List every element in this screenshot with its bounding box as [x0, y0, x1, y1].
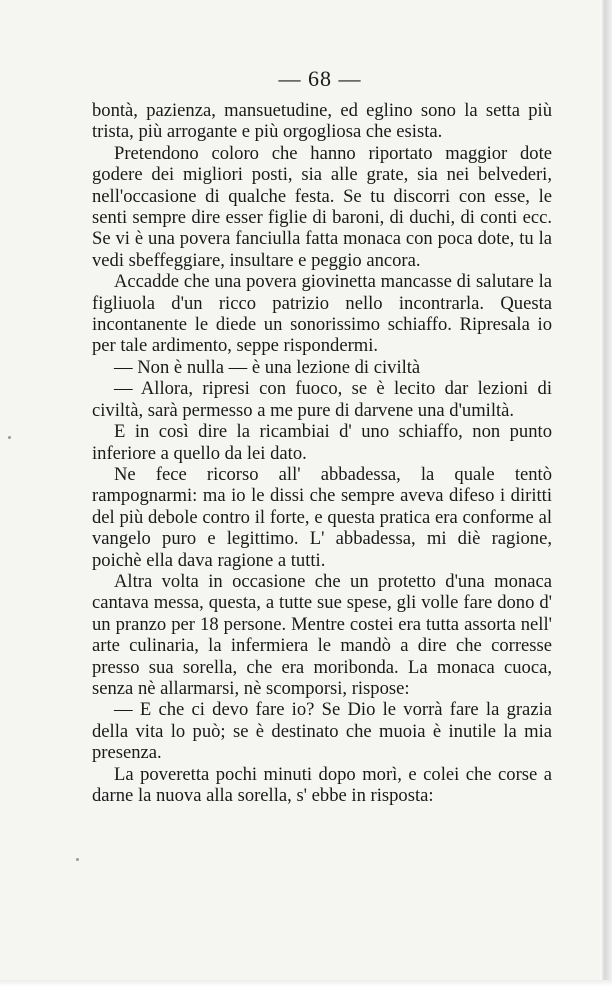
paragraph: E in così dire la ricambiai d' uno schiaffo, non punto inferiore a quello da lei dato. — [92, 421, 552, 464]
paragraph: Altra volta in occasione che un protetto d'una monaca cantava messa, questa, a tutte sue spese, gli volle fare dono d' un pranzo per 18 persone. Mentre costei era tutta assorta nell' arte culinaria, la infermiera le mandò a dire che corresse presso sua sorella, che era moribonda. La monaca cuoca, senza nè allarmarsi, nè scomporsi, rispose: — [92, 570, 552, 699]
body-text — [92, 100, 552, 806]
dialogue-line: — Allora, ripresi con fuoco, se è lecito dar lezioni di civiltà, sarà permesso a me pure di darvene una d'umiltà. — [92, 378, 552, 421]
page-bottom-edge — [0, 980, 612, 986]
paper-speck — [8, 436, 11, 439]
dialogue-line: — E che ci devo fare io? Se Dio le vorrà fare la grazia della vita lo può; se è destinato che muoia è inutile la mia presenza. — [92, 699, 552, 764]
paragraph: Accadde che una povera giovinetta mancasse di salutare la figliuola d'un ricco patrizio nello incontrarla. Questa incontanente le diede un sonorissimo schiaffo. Ripresala io per tale ardimento, seppe rispondermi. — [92, 271, 552, 357]
paragraph: La poveretta pochi minuti dopo morì, e colei che corse a darne la nuova alla sorella, s' ebbe in risposta: — [92, 763, 552, 806]
paragraph: bontà, pazienza, mansuetudine, ed eglino sono la setta più trista, più arrogante e più orgogliosa che esista. — [92, 100, 552, 143]
page-number: — 68 — — [278, 66, 362, 91]
dialogue-line: — Non è nulla — è una lezione di civiltà — [114, 356, 421, 378]
paragraph: Ne fece ricorso all' abbadessa, la quale tentò rampognarmi: ma io le dissi che sempre aveva difeso i diritti del più debole contro il forte, e questa pratica era conforme al vangelo puro e legittimo. L' abbadessa, mi diè ragione, poichè ella dava ragione a tutti. — [92, 463, 552, 571]
paragraph: Pretendono coloro che hanno riportato maggior dote godere dei migliori posti, sia alle grate, sia nei belvederi, nell'occasione di qualche festa. Se tu discorri con esse, le senti sempre dire esser figlie di baroni, di duchi, di conti ecc. Se vi è una povera fanciulla fatta monaca con poca dote, tu la vedi sbeffeggiare, insultare e peggio ancora. — [92, 142, 552, 271]
paper-speck — [76, 858, 79, 861]
page-edge — [600, 0, 612, 986]
